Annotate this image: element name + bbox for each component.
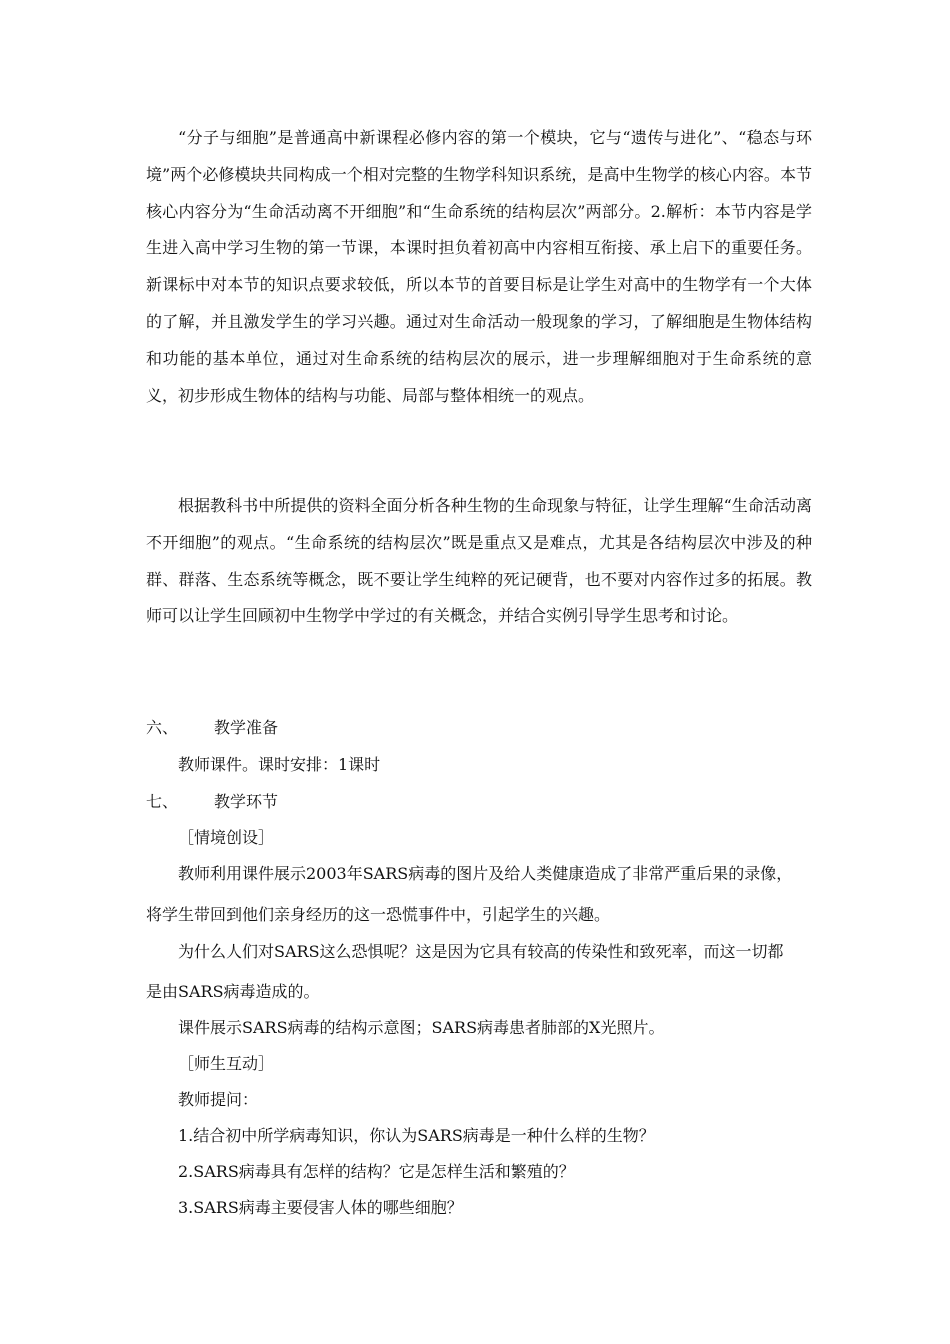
- analysis-paragraph: 根据教科书中所提供的资料全面分析各种生物的生命现象与特征，让学生理解“生命活动离不开细胞”的观点。“生命系统的结构层次”既是重点又是难点，尤其是各结构层次中涉及的种群、群落、生态系统等概念，既不要让学生纯粹的死记硬背，也不要对内容作过多的拓展。教师可以让学生回顾初中生物学中学过的有关概念，并结合实例引导学生思考和讨论。: [146, 496, 812, 626]
- section-six-title: 教学准备: [214, 718, 279, 737]
- intro-paragraph: “分子与细胞”是普通高中新课程必修内容的第一个模块，它与“遗传与进化”、“稳态与环境”两个必修模块共同构成一个相对完整的生物学科知识系统，是高中生物学的核心内容。本节核心内容分为“生命活动离不开细胞”和“生命系统的结构层次”两部分。2.解析：本节内容是学生进入高中学习生物的第一节课，本课时担负着初高中内容相互衔接、承上启下的重要任务。新课标中对本节的知识点要求较低，所以本节的首要目标是让学生对高中的生物学有一个大体的了解，并且激发学生的学习兴趣。通过对生命活动一般现象的学习，了解细胞是生物体结构和功能的基本单位，通过对生命系统的结构层次的展示，进一步理解细胞对于生命系统的意义，初步形成生物体的结构与功能、局部与整体相统一的观点。: [146, 128, 812, 405]
- subheading-interaction: ［师生互动］: [178, 1054, 275, 1073]
- scenario-text-line-2: 将学生带回到他们亲身经历的这一恐慌事件中，引起学生的兴趣。: [146, 905, 611, 924]
- section-seven-heading: [146, 790, 278, 814]
- teacher-asks-label: 教师提问：: [178, 1090, 259, 1109]
- section-seven-title: 教学环节: [214, 792, 279, 811]
- question-intro-line-2: 是由SARS病毒造成的。: [146, 982, 320, 1001]
- question-item: 2.SARS病毒具有怎样的结构？它是怎样生活和繁殖的？: [178, 1162, 575, 1181]
- section-seven-number: 七、: [146, 792, 179, 811]
- question-item: 3.SARS病毒主要侵害人体的哪些细胞？: [178, 1198, 463, 1217]
- section-six-content: 教师课件。课时安排：1课时: [178, 755, 381, 774]
- courseware-display-text: 课件展示SARS病毒的结构示意图；SARS病毒患者肺部的X光照片。: [178, 1018, 665, 1037]
- question-item: 1.结合初中所学病毒知识，你认为SARS病毒是一种什么样的生物？: [178, 1126, 655, 1145]
- subheading-scenario: ［情境创设］: [178, 828, 275, 847]
- scenario-text-line-1: 教师利用课件展示2003年SARS病毒的图片及给人类健康造成了非常严重后果的录像，: [178, 864, 793, 883]
- section-six-number: 六、: [146, 718, 179, 737]
- section-six-heading: [146, 716, 278, 740]
- question-intro-line-1: 为什么人们对SARS这么恐惧呢？这是因为它具有较高的传染性和致死率，而这一切都: [178, 942, 784, 961]
